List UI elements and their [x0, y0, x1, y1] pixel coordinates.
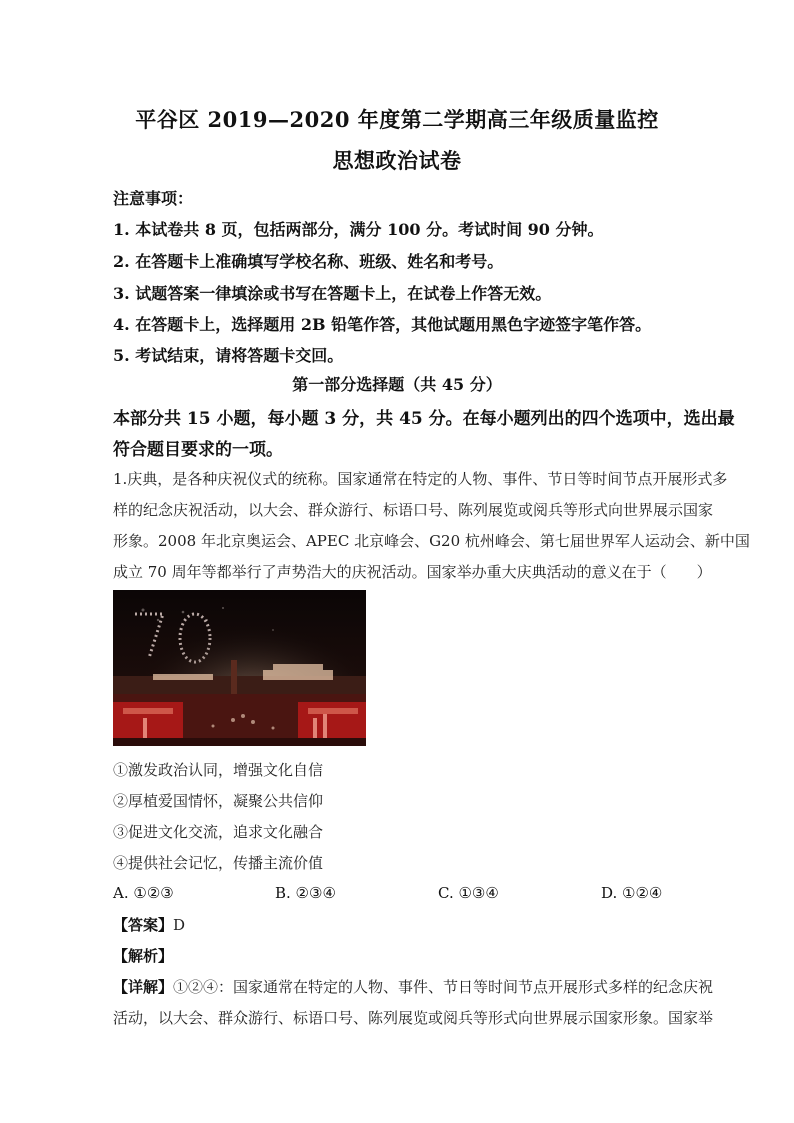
analysis-row	[113, 945, 173, 966]
notice-item: 3. 试题答案一律填涂或书写在答题卡上，在试卷上作答无效。	[113, 284, 552, 303]
analysis-tag: 【解析】	[113, 947, 174, 965]
option-c[interactable]: C. ①③④	[438, 884, 499, 902]
notice-item: 4. 在答题卡上，选择题用 2B 铅笔作答，其他试题用黑色字迹签字笔作答。	[113, 315, 652, 334]
answer-row	[113, 914, 185, 935]
detail-tag: 【详解】	[113, 978, 174, 996]
question-stem: 1.庆典，是各种庆祝仪式的统称。国家通常在特定的人物、事件、节日等时间节点开展形式多	[113, 470, 728, 488]
notice-item: 5. 考试结束，请将答题卡交回。	[113, 346, 344, 365]
notice-item: 2. 在答题卡上准确填写学校名称、班级、姓名和考号。	[113, 252, 504, 271]
detail-text: ①②④：国家通常在特定的人物、事件、节日等时间节点开展形式多样的纪念庆祝	[173, 978, 714, 996]
notice-heading: 注意事项：	[113, 189, 194, 208]
section-intro: 符合题目要求的一项。	[113, 440, 283, 460]
question-stem: 成立 70 周年等都举行了声势浩大的庆祝活动。国家举办重大庆典活动的意义在于（ ）	[113, 563, 712, 581]
page-subtitle: 思想政治试卷	[332, 148, 462, 173]
question-stem: 形象。2008 年北京奥运会、APEC 北京峰会、G20 杭州峰会、第七届世界军人运动会、新中国	[113, 532, 750, 550]
statement: ①激发政治认同，增强文化自信	[113, 761, 324, 779]
celebration-photo	[113, 590, 366, 746]
detail-text: 活动，以大会、群众游行、标语口号、陈列展览或阅兵等形式向世界展示国家形象。国家举	[113, 1009, 714, 1027]
detail-row	[113, 976, 713, 997]
statement: ②厚植爱国情怀，凝聚公共信仰	[113, 792, 324, 810]
page-title: 平谷区 2019—2020 年度第二学期高三年级质量监控	[135, 107, 659, 132]
notice-item: 1. 本试卷共 8 页，包括两部分，满分 100 分。考试时间 90 分钟。	[113, 220, 604, 239]
option-b[interactable]: B. ②③④	[275, 884, 336, 902]
statement: ③促进文化交流，追求文化融合	[113, 823, 324, 841]
option-d[interactable]: D. ①②④	[601, 884, 663, 902]
answer-value: D	[173, 916, 186, 934]
option-a[interactable]: A. ①②③	[113, 884, 174, 902]
section-title: 第一部分选择题（共 45 分）	[292, 375, 502, 394]
statement: ④提供社会记忆，传播主流价值	[113, 854, 324, 872]
section-intro: 本部分共 15 小题，每小题 3 分，共 45 分。在每小题列出的四个选项中，选出最	[113, 409, 735, 429]
question-stem: 样的纪念庆祝活动，以大会、群众游行、标语口号、陈列展览或阅兵等形式向世界展示国家	[113, 501, 714, 519]
answer-tag: 【答案】	[113, 916, 174, 934]
